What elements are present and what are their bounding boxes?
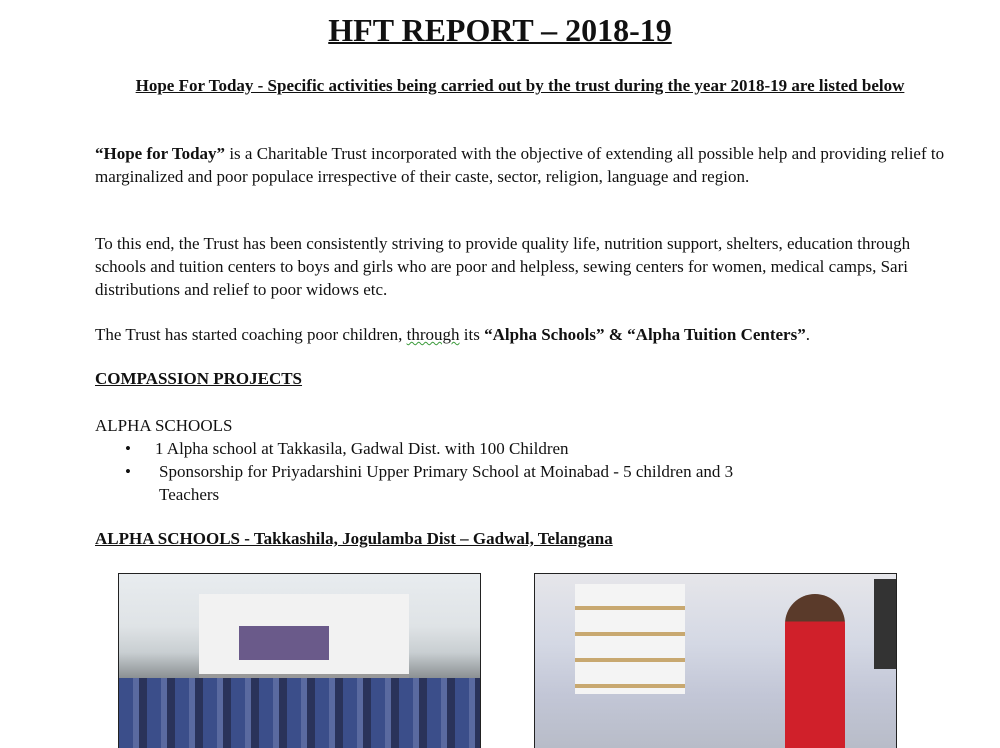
photos-heading: ALPHA SCHOOLS - Takkashila, Jogulamba Dist – Gadwal, Telangana bbox=[95, 529, 613, 548]
intro-paragraph bbox=[95, 142, 945, 188]
list-heading: ALPHA SCHOOLS bbox=[95, 416, 233, 435]
coaching-paragraph bbox=[95, 323, 945, 346]
coaching-start: The Trust has started coaching poor children, bbox=[95, 325, 407, 344]
mission-paragraph: To this end, the Trust has been consistently striving to provide quality life, nutrition support, shelters, education through schools and tuition centers to boys and girls who are poor and helpless, sewing centers for women, medical camps, Sari distributions and relief to poor widows etc. bbox=[95, 234, 911, 299]
subtitle: Hope For Today - Specific activities being carried out by the trust during the year 2018-19 are listed below bbox=[135, 76, 905, 95]
page-title: HFT REPORT – 2018-19 bbox=[328, 12, 672, 48]
school-building-photo bbox=[118, 573, 481, 748]
list-item-text-cont: Teachers bbox=[159, 485, 220, 504]
list-item-text: 1 Alpha school at Takkasila, Gadwal Dist. with 100 Children bbox=[155, 439, 569, 458]
children-group bbox=[119, 678, 480, 748]
coaching-end: . bbox=[805, 325, 810, 344]
bullet-icon: • bbox=[125, 462, 131, 481]
spellcheck-word: through bbox=[406, 325, 460, 344]
bullet-icon: • bbox=[125, 439, 131, 458]
intro-text: is a Charitable Trust incorporated with the objective of extending all possible help and providing relief to marginalized and poor populace irrespective of their caste, sector, religion, language and region. bbox=[95, 144, 945, 186]
shelves bbox=[575, 584, 685, 694]
list-item-text: Sponsorship for Priyadarshini Upper Primary School at Moinabad - 5 children and 3 bbox=[159, 462, 734, 481]
classroom-photo bbox=[534, 573, 897, 748]
trust-name: “Hope for Today” bbox=[95, 144, 226, 163]
coaching-programs: “Alpha Schools” & “Alpha Tuition Centers” bbox=[484, 325, 806, 344]
teacher bbox=[785, 594, 845, 748]
section-heading: COMPASSION PROJECTS bbox=[95, 369, 303, 388]
blackboard bbox=[874, 579, 896, 669]
school-sign bbox=[239, 626, 329, 660]
coaching-mid: its bbox=[459, 325, 485, 344]
